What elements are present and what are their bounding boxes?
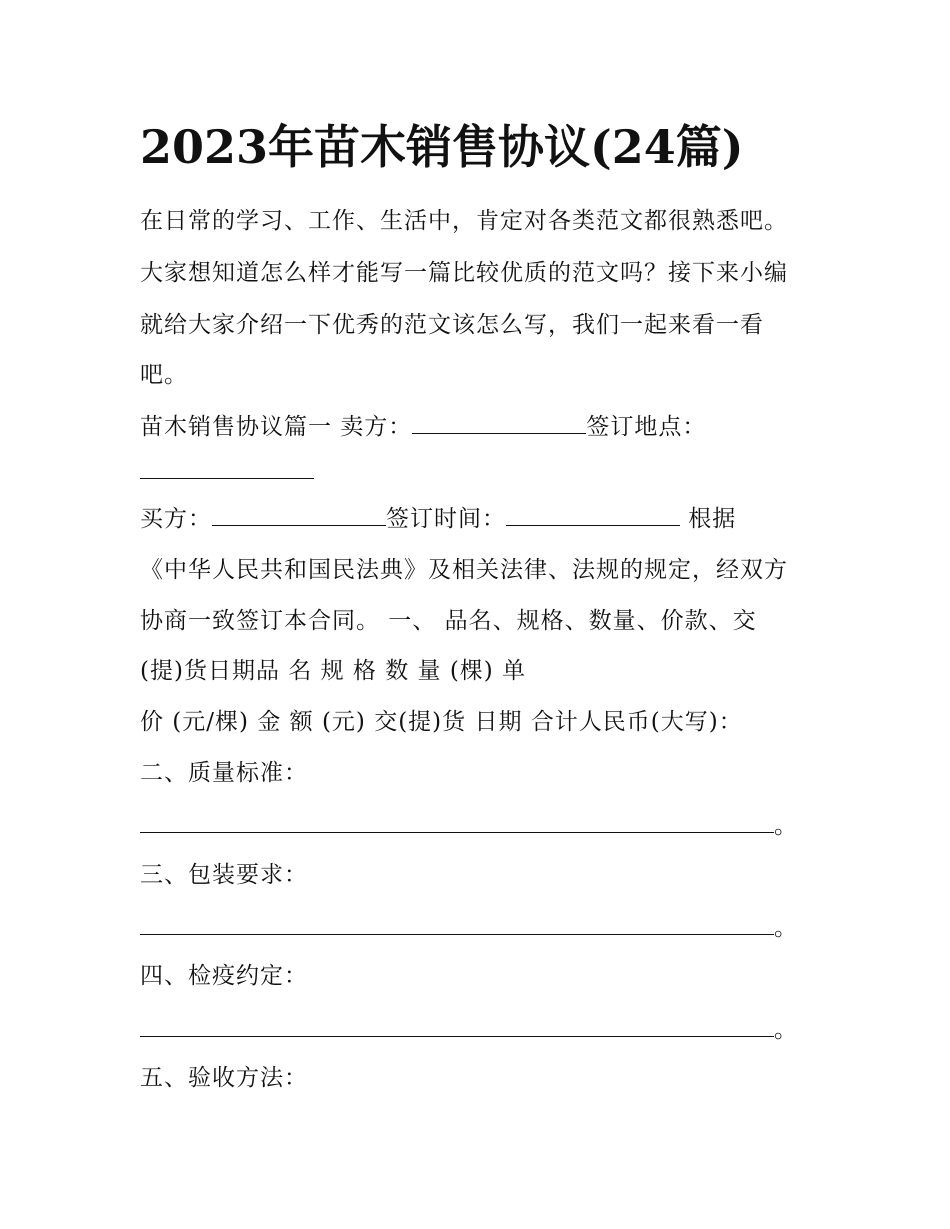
table-line-1: (提)货日期品 名 规 格 数 量 (棵) 单 xyxy=(140,658,527,684)
section-packaging: 三、包装要求： xyxy=(140,862,308,888)
section-quality: 二、质量标准： xyxy=(140,760,308,786)
quarantine-blank-line xyxy=(140,1010,798,1050)
quality-period: 。 xyxy=(774,813,798,839)
section-acceptance: 五、验收方法： xyxy=(140,1065,308,1091)
buyer-line xyxy=(140,499,736,539)
packaging-blank xyxy=(140,908,774,935)
document-title: 2023年苗木销售协议(24篇) xyxy=(140,120,744,174)
quarantine-blank xyxy=(140,1010,774,1037)
quality-blank-line xyxy=(140,806,798,846)
buyer-label: 买方： xyxy=(140,506,212,532)
sign-place-blank-line xyxy=(140,452,314,492)
intro-line-1: 在日常的学习、工作、生活中，肯定对各类范文都很熟悉吧。 xyxy=(140,208,788,234)
quality-blank xyxy=(140,806,774,833)
law-line: 《中华人民共和国民法典》及相关法律、法规的规定，经双方 xyxy=(140,557,788,583)
seller-line xyxy=(140,407,706,447)
sign-time-blank xyxy=(506,503,680,526)
sign-place-label: 签订地点： xyxy=(586,414,707,440)
sign-time-label: 签订时间： xyxy=(386,506,506,532)
intro-line-3: 就给大家介绍一下优秀的范文该怎么写，我们一起来看一看 xyxy=(140,312,764,338)
quarantine-period: 。 xyxy=(774,1017,798,1043)
according-text: 根据 xyxy=(680,506,737,532)
sign-place-blank xyxy=(140,456,314,479)
intro-line-4: 吧。 xyxy=(140,362,188,388)
seller-label: 苗木销售协议篇一 卖方： xyxy=(140,414,413,440)
buyer-blank xyxy=(212,503,386,526)
intro-line-2: 大家想知道怎么样才能写一篇比较优质的范文吗？接下来小编 xyxy=(140,260,788,286)
seller-blank xyxy=(412,411,586,434)
packaging-blank-line xyxy=(140,908,798,948)
table-line-2: 价 (元/棵) 金 额 (元) 交(提)货 日期 合计人民币(大写)： xyxy=(140,709,743,735)
packaging-period: 。 xyxy=(774,915,798,941)
agree-line: 协商一致签订本合同。 一、 品名、规格、数量、价款、交 xyxy=(140,608,757,634)
section-quarantine: 四、检疫约定： xyxy=(140,963,308,989)
